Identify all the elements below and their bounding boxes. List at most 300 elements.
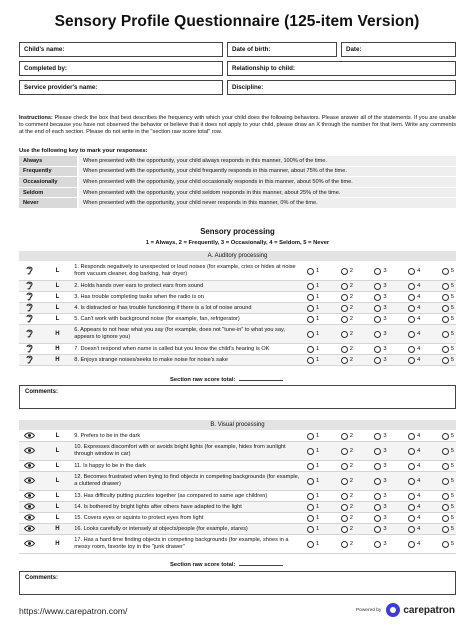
radio-circle[interactable] bbox=[341, 448, 348, 455]
item-row bbox=[19, 262, 456, 281]
raw-score-label: Section raw score total: bbox=[170, 562, 236, 568]
radio-circle[interactable] bbox=[374, 448, 381, 455]
radio-circle[interactable] bbox=[442, 463, 449, 470]
option-label: 5 bbox=[450, 331, 454, 337]
radio-circle[interactable] bbox=[442, 305, 449, 312]
radio-circle[interactable] bbox=[307, 357, 314, 364]
response-key-table bbox=[19, 156, 456, 209]
response-option[interactable] bbox=[307, 448, 319, 455]
radio-circle[interactable] bbox=[408, 478, 415, 485]
response-option[interactable] bbox=[307, 305, 319, 312]
auditory-section-header: A. Auditory processing bbox=[19, 251, 456, 261]
key-definition: When presented with the opportunity, your child seldom responds in this manner, about 25% of the time. bbox=[78, 187, 456, 198]
radio-circle[interactable] bbox=[307, 504, 314, 511]
raw-score-line[interactable] bbox=[239, 375, 283, 381]
radio-circle[interactable] bbox=[341, 357, 348, 364]
response-option[interactable] bbox=[442, 478, 454, 485]
item-text: 13. Has difficulty putting puzzles together (as compared to same age children) bbox=[74, 492, 268, 499]
threshold-level: L bbox=[55, 283, 60, 289]
radio-circle[interactable] bbox=[307, 331, 314, 338]
response-option[interactable] bbox=[408, 478, 420, 485]
radio-circle[interactable] bbox=[442, 504, 449, 511]
response-option[interactable] bbox=[307, 346, 319, 353]
item-text: 7. Doesn't respond when name is called but you know the child's hearing is OK bbox=[74, 345, 270, 352]
response-option[interactable] bbox=[307, 541, 319, 548]
option-label: 4 bbox=[417, 294, 421, 300]
response-option[interactable] bbox=[442, 526, 454, 533]
item-text: 15. Covers eyes or squints to protect eyes from light bbox=[74, 514, 204, 521]
option-label: 3 bbox=[383, 331, 387, 337]
response-option[interactable] bbox=[307, 515, 319, 522]
option-label: 1 bbox=[316, 268, 320, 274]
key-row bbox=[19, 156, 456, 166]
response-option[interactable] bbox=[442, 493, 454, 500]
response-options bbox=[307, 268, 456, 275]
radio-circle[interactable] bbox=[408, 305, 415, 312]
response-option[interactable] bbox=[408, 448, 420, 455]
radio-circle[interactable] bbox=[442, 448, 449, 455]
comments-label: Comments: bbox=[25, 575, 59, 581]
response-option[interactable] bbox=[408, 283, 420, 290]
radio-circle[interactable] bbox=[341, 493, 348, 500]
option-label: 1 bbox=[316, 463, 320, 469]
response-option[interactable] bbox=[408, 268, 420, 275]
radio-circle[interactable] bbox=[442, 268, 449, 275]
option-label: 3 bbox=[383, 316, 387, 322]
response-option[interactable] bbox=[341, 504, 353, 511]
response-option[interactable] bbox=[307, 316, 319, 323]
option-label: 5 bbox=[450, 305, 454, 311]
response-option[interactable] bbox=[442, 541, 454, 548]
response-option[interactable] bbox=[341, 493, 353, 500]
item-text: 14. Is bothered by bright lights after others have adapted to the light bbox=[74, 503, 242, 510]
radio-circle[interactable] bbox=[408, 294, 415, 301]
option-label: 5 bbox=[450, 526, 454, 532]
eye-icon bbox=[19, 502, 41, 512]
auditory-raw-score bbox=[170, 375, 283, 383]
header-fields bbox=[19, 42, 456, 99]
item-text: 11. Is happy to be in the dark bbox=[74, 462, 146, 469]
option-label: 1 bbox=[316, 448, 320, 454]
response-option[interactable] bbox=[374, 448, 386, 455]
option-label: 5 bbox=[450, 316, 454, 322]
response-option[interactable] bbox=[408, 316, 420, 323]
response-option[interactable] bbox=[307, 504, 319, 511]
radio-circle[interactable] bbox=[374, 331, 381, 338]
radio-circle[interactable] bbox=[442, 357, 449, 364]
response-option[interactable] bbox=[374, 541, 386, 548]
option-label: 5 bbox=[450, 268, 454, 274]
radio-circle[interactable] bbox=[442, 478, 449, 485]
response-option[interactable] bbox=[341, 294, 353, 301]
response-option[interactable] bbox=[408, 433, 420, 440]
radio-circle[interactable] bbox=[307, 448, 314, 455]
response-option[interactable] bbox=[374, 493, 386, 500]
option-label: 2 bbox=[349, 283, 353, 289]
radio-circle[interactable] bbox=[374, 346, 381, 353]
response-option[interactable] bbox=[374, 357, 386, 364]
raw-score-line[interactable] bbox=[239, 560, 283, 566]
radio-circle[interactable] bbox=[307, 305, 314, 312]
radio-circle[interactable] bbox=[442, 283, 449, 290]
response-option[interactable] bbox=[374, 463, 386, 470]
option-label: 3 bbox=[383, 268, 387, 274]
radio-circle[interactable] bbox=[408, 331, 415, 338]
radio-circle[interactable] bbox=[374, 478, 381, 485]
date-of-birth-field[interactable]: Date of birth: bbox=[227, 42, 337, 57]
radio-circle[interactable] bbox=[442, 346, 449, 353]
option-label: 3 bbox=[383, 515, 387, 521]
response-option[interactable] bbox=[307, 357, 319, 364]
radio-circle[interactable] bbox=[307, 433, 314, 440]
radio-circle[interactable] bbox=[442, 515, 449, 522]
item-row bbox=[19, 325, 456, 344]
radio-circle[interactable] bbox=[341, 541, 348, 548]
radio-circle[interactable] bbox=[374, 357, 381, 364]
response-options bbox=[307, 283, 456, 290]
response-options bbox=[307, 448, 456, 455]
radio-circle[interactable] bbox=[341, 504, 348, 511]
radio-circle[interactable] bbox=[307, 463, 314, 470]
response-option[interactable] bbox=[307, 433, 319, 440]
threshold-level: H bbox=[55, 331, 60, 337]
option-label: 2 bbox=[349, 493, 353, 499]
response-option[interactable] bbox=[307, 268, 319, 275]
carepatron-logo-icon bbox=[386, 603, 400, 617]
radio-circle[interactable] bbox=[442, 294, 449, 301]
date-field[interactable]: Date: bbox=[341, 42, 456, 57]
response-option[interactable] bbox=[442, 305, 454, 312]
key-term: Frequently bbox=[19, 166, 78, 177]
option-label: 4 bbox=[417, 493, 421, 499]
response-option[interactable] bbox=[341, 305, 353, 312]
discipline-field[interactable]: Discipline: bbox=[227, 80, 456, 95]
service-provider-field[interactable]: Service provider's name: bbox=[19, 80, 223, 95]
response-option[interactable] bbox=[374, 331, 386, 338]
radio-circle[interactable] bbox=[408, 448, 415, 455]
footer-url[interactable]: https://www.carepatron.com/ bbox=[19, 606, 128, 616]
option-label: 5 bbox=[450, 294, 454, 300]
option-label: 3 bbox=[383, 346, 387, 352]
option-label: 4 bbox=[417, 448, 421, 454]
response-option[interactable] bbox=[374, 478, 386, 485]
threshold-level: H bbox=[55, 357, 60, 363]
option-label: 5 bbox=[450, 493, 454, 499]
item-text: 16. Looks carefully or intensely at objects/people (for example, stares) bbox=[74, 525, 248, 532]
radio-circle[interactable] bbox=[408, 526, 415, 533]
option-label: 2 bbox=[349, 526, 353, 532]
response-option[interactable] bbox=[442, 294, 454, 301]
response-options bbox=[307, 541, 456, 548]
radio-circle[interactable] bbox=[374, 283, 381, 290]
response-option[interactable] bbox=[374, 526, 386, 533]
radio-circle[interactable] bbox=[307, 268, 314, 275]
radio-circle[interactable] bbox=[341, 305, 348, 312]
response-options bbox=[307, 346, 456, 353]
radio-circle[interactable] bbox=[408, 316, 415, 323]
response-option[interactable] bbox=[442, 316, 454, 323]
radio-circle[interactable] bbox=[307, 346, 314, 353]
option-label: 2 bbox=[349, 357, 353, 363]
item-text: 3. Has trouble completing tasks when the radio is on bbox=[74, 293, 204, 300]
radio-circle[interactable] bbox=[307, 515, 314, 522]
response-option[interactable] bbox=[341, 283, 353, 290]
item-row bbox=[19, 355, 456, 366]
response-option[interactable] bbox=[408, 515, 420, 522]
radio-circle[interactable] bbox=[341, 346, 348, 353]
response-options bbox=[307, 504, 456, 511]
response-option[interactable] bbox=[307, 283, 319, 290]
radio-circle[interactable] bbox=[442, 316, 449, 323]
response-option[interactable] bbox=[307, 463, 319, 470]
radio-circle[interactable] bbox=[374, 294, 381, 301]
ear-icon bbox=[19, 265, 41, 277]
option-label: 4 bbox=[417, 463, 421, 469]
radio-circle[interactable] bbox=[374, 515, 381, 522]
response-option[interactable] bbox=[442, 463, 454, 470]
option-label: 1 bbox=[316, 294, 320, 300]
response-option[interactable] bbox=[341, 331, 353, 338]
auditory-comments-box[interactable] bbox=[19, 385, 456, 409]
key-term: Never bbox=[19, 198, 78, 209]
response-option[interactable] bbox=[341, 478, 353, 485]
radio-circle[interactable] bbox=[408, 357, 415, 364]
radio-circle[interactable] bbox=[442, 433, 449, 440]
radio-circle[interactable] bbox=[341, 433, 348, 440]
eye-icon bbox=[19, 431, 41, 441]
radio-circle[interactable] bbox=[341, 294, 348, 301]
response-option[interactable] bbox=[341, 541, 353, 548]
response-option[interactable] bbox=[374, 305, 386, 312]
response-option[interactable] bbox=[341, 268, 353, 275]
visual-comments-box[interactable] bbox=[19, 571, 456, 595]
response-option[interactable] bbox=[408, 504, 420, 511]
response-option[interactable] bbox=[307, 526, 319, 533]
option-label: 2 bbox=[349, 346, 353, 352]
radio-circle[interactable] bbox=[374, 268, 381, 275]
eye-icon bbox=[19, 539, 41, 549]
radio-circle[interactable] bbox=[341, 515, 348, 522]
response-option[interactable] bbox=[408, 294, 420, 301]
radio-circle[interactable] bbox=[307, 526, 314, 533]
radio-circle[interactable] bbox=[408, 268, 415, 275]
response-option[interactable] bbox=[408, 331, 420, 338]
threshold-level: L bbox=[55, 316, 60, 322]
item-text: 12. Becomes frustrated when trying to find objects in competing backgrounds (for example, a cluttered drawer) bbox=[74, 474, 300, 487]
response-option[interactable] bbox=[442, 268, 454, 275]
response-option[interactable] bbox=[408, 541, 420, 548]
response-option[interactable] bbox=[408, 346, 420, 353]
item-row bbox=[19, 303, 456, 314]
relationship-field[interactable]: Relationship to child: bbox=[227, 61, 456, 76]
radio-circle[interactable] bbox=[341, 478, 348, 485]
section-title: Sensory processing bbox=[200, 227, 275, 236]
radio-circle[interactable] bbox=[341, 463, 348, 470]
option-label: 2 bbox=[349, 331, 353, 337]
response-option[interactable] bbox=[408, 305, 420, 312]
option-label: 1 bbox=[316, 504, 320, 510]
radio-circle[interactable] bbox=[442, 541, 449, 548]
item-text: 4. Is distracted or has trouble functioning if there is a lot of noise around bbox=[74, 304, 252, 311]
response-option[interactable] bbox=[442, 331, 454, 338]
option-label: 2 bbox=[349, 433, 353, 439]
item-row bbox=[19, 431, 456, 442]
response-option[interactable] bbox=[341, 433, 353, 440]
radio-circle[interactable] bbox=[408, 463, 415, 470]
radio-circle[interactable] bbox=[374, 316, 381, 323]
radio-circle[interactable] bbox=[341, 526, 348, 533]
item-row bbox=[19, 472, 456, 491]
option-label: 3 bbox=[383, 541, 387, 547]
option-label: 3 bbox=[383, 305, 387, 311]
response-options bbox=[307, 305, 456, 312]
key-row bbox=[19, 166, 456, 177]
threshold-level: H bbox=[55, 526, 60, 532]
option-label: 2 bbox=[349, 448, 353, 454]
option-label: 2 bbox=[349, 478, 353, 484]
key-term: Always bbox=[19, 156, 78, 166]
radio-circle[interactable] bbox=[374, 305, 381, 312]
option-label: 4 bbox=[417, 357, 421, 363]
response-option[interactable] bbox=[374, 316, 386, 323]
item-text: 9. Prefers to be in the dark bbox=[74, 432, 141, 439]
radio-circle[interactable] bbox=[307, 493, 314, 500]
response-option[interactable] bbox=[374, 433, 386, 440]
item-text: 8. Enjoys strange noises/seeks to make noise for noise's sake bbox=[74, 356, 228, 363]
option-label: 4 bbox=[417, 526, 421, 532]
response-option[interactable] bbox=[442, 448, 454, 455]
radio-circle[interactable] bbox=[341, 331, 348, 338]
radio-circle[interactable] bbox=[341, 268, 348, 275]
option-label: 3 bbox=[383, 294, 387, 300]
response-option[interactable] bbox=[341, 316, 353, 323]
radio-circle[interactable] bbox=[374, 541, 381, 548]
response-option[interactable] bbox=[341, 346, 353, 353]
response-option[interactable] bbox=[442, 346, 454, 353]
option-label: 4 bbox=[417, 305, 421, 311]
threshold-level: H bbox=[55, 541, 60, 547]
response-option[interactable] bbox=[374, 515, 386, 522]
option-label: 1 bbox=[316, 493, 320, 499]
option-label: 3 bbox=[383, 478, 387, 484]
response-option[interactable] bbox=[442, 433, 454, 440]
radio-circle[interactable] bbox=[442, 331, 449, 338]
radio-circle[interactable] bbox=[307, 316, 314, 323]
response-option[interactable] bbox=[408, 357, 420, 364]
radio-circle[interactable] bbox=[408, 515, 415, 522]
response-option[interactable] bbox=[341, 463, 353, 470]
response-options bbox=[307, 316, 456, 323]
ear-icon bbox=[19, 313, 41, 325]
option-label: 4 bbox=[417, 478, 421, 484]
response-options bbox=[307, 331, 456, 338]
option-label: 4 bbox=[417, 541, 421, 547]
item-text: 6. Appears to not hear what you say (for example, does not "tune-in" to what you say, appears to ignore you) bbox=[74, 327, 285, 340]
key-row bbox=[19, 177, 456, 188]
response-option[interactable] bbox=[442, 504, 454, 511]
response-option[interactable] bbox=[408, 493, 420, 500]
option-label: 1 bbox=[316, 526, 320, 532]
response-option[interactable] bbox=[341, 515, 353, 522]
response-option[interactable] bbox=[442, 283, 454, 290]
key-row bbox=[19, 198, 456, 209]
radio-circle[interactable] bbox=[442, 526, 449, 533]
option-label: 5 bbox=[450, 357, 454, 363]
radio-circle[interactable] bbox=[374, 463, 381, 470]
radio-circle[interactable] bbox=[341, 283, 348, 290]
child-name-field[interactable]: Child's name: bbox=[19, 42, 223, 57]
response-option[interactable] bbox=[442, 357, 454, 364]
eye-icon bbox=[19, 491, 41, 501]
radio-circle[interactable] bbox=[374, 504, 381, 511]
response-option[interactable] bbox=[341, 448, 353, 455]
radio-circle[interactable] bbox=[307, 283, 314, 290]
response-option[interactable] bbox=[341, 526, 353, 533]
radio-circle[interactable] bbox=[307, 541, 314, 548]
threshold-level: L bbox=[55, 294, 60, 300]
radio-circle[interactable] bbox=[374, 433, 381, 440]
key-definition: When presented with the opportunity, your child frequently responds in this manner, about 75% of the time. bbox=[78, 166, 456, 177]
option-label: 5 bbox=[450, 283, 454, 289]
threshold-level: L bbox=[55, 433, 60, 439]
radio-circle[interactable] bbox=[408, 283, 415, 290]
response-option[interactable] bbox=[374, 504, 386, 511]
response-option[interactable] bbox=[408, 463, 420, 470]
radio-circle[interactable] bbox=[374, 493, 381, 500]
option-label: 1 bbox=[316, 541, 320, 547]
completed-by-field[interactable]: Completed by: bbox=[19, 61, 223, 76]
radio-circle[interactable] bbox=[442, 493, 449, 500]
radio-circle[interactable] bbox=[408, 493, 415, 500]
item-row bbox=[19, 442, 456, 461]
option-label: 2 bbox=[349, 305, 353, 311]
radio-circle[interactable] bbox=[408, 504, 415, 511]
key-term: Seldom bbox=[19, 187, 78, 198]
response-option[interactable] bbox=[307, 294, 319, 301]
response-option[interactable] bbox=[307, 493, 319, 500]
response-option[interactable] bbox=[408, 526, 420, 533]
radio-circle[interactable] bbox=[408, 433, 415, 440]
response-options bbox=[307, 515, 456, 522]
response-option[interactable] bbox=[374, 283, 386, 290]
option-label: 2 bbox=[349, 504, 353, 510]
radio-circle[interactable] bbox=[307, 478, 314, 485]
radio-circle[interactable] bbox=[408, 541, 415, 548]
radio-circle[interactable] bbox=[374, 526, 381, 533]
item-row bbox=[19, 461, 456, 472]
response-option[interactable] bbox=[442, 515, 454, 522]
option-label: 5 bbox=[450, 504, 454, 510]
response-option[interactable] bbox=[374, 268, 386, 275]
radio-circle[interactable] bbox=[341, 316, 348, 323]
response-options bbox=[307, 294, 456, 301]
response-option[interactable] bbox=[307, 478, 319, 485]
option-label: 4 bbox=[417, 268, 421, 274]
response-options bbox=[307, 493, 456, 500]
option-label: 5 bbox=[450, 448, 454, 454]
response-option[interactable] bbox=[307, 331, 319, 338]
response-option[interactable] bbox=[374, 294, 386, 301]
response-option[interactable] bbox=[341, 357, 353, 364]
radio-circle[interactable] bbox=[307, 294, 314, 301]
option-label: 4 bbox=[417, 316, 421, 322]
radio-circle[interactable] bbox=[408, 346, 415, 353]
option-label: 2 bbox=[349, 463, 353, 469]
item-row bbox=[19, 292, 456, 303]
ear-icon bbox=[19, 354, 41, 366]
response-option[interactable] bbox=[374, 346, 386, 353]
option-label: 1 bbox=[316, 478, 320, 484]
